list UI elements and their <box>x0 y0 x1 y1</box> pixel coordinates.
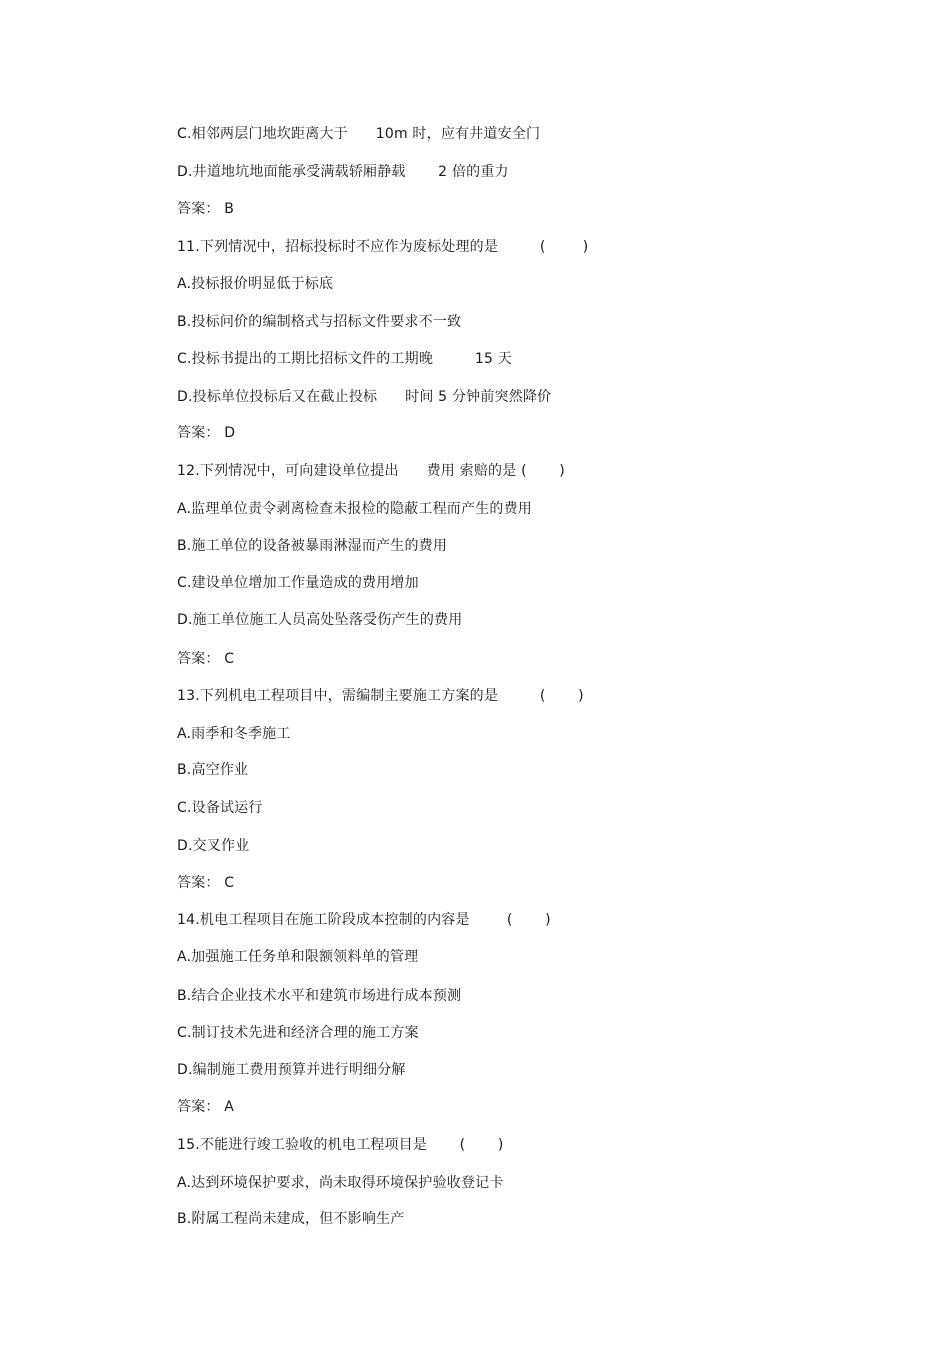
option-d-q12: D.施工单位施工人员高处坠落受伤产生的费用 <box>177 612 463 628</box>
option-b-q13: B.高空作业 <box>177 762 249 778</box>
option-a-q13: A.雨季和冬季施工 <box>177 726 291 742</box>
option-a-q11: A.投标报价明显低于标底 <box>177 276 334 292</box>
option-b-q14: B.结合企业技术水平和建筑市场进行成本预测 <box>177 988 462 1004</box>
answer-q10: 答案： B <box>177 201 235 217</box>
question-11: 11.下列情况中，招标投标时不应作为废标处理的是 ( ) <box>177 239 589 255</box>
answer-q12: 答案： C <box>177 651 235 667</box>
answer-q11: 答案： D <box>177 425 236 441</box>
question-12: 12.下列情况中，可向建设单位提出 费用 索赔的是 ( ) <box>177 463 565 479</box>
answer-q13: 答案： C <box>177 875 235 891</box>
option-b-q12: B.施工单位的设备被暴雨淋湿而产生的费用 <box>177 538 448 554</box>
option-d-q10: D.井道地坑地面能承受满载轿厢静载 2 倍的重力 <box>177 164 509 180</box>
option-c-q11: C.投标书提出的工期比招标文件的工期晚 15 天 <box>177 351 512 367</box>
question-13: 13.下列机电工程项目中，需编制主要施工方案的是 ( ) <box>177 688 584 704</box>
option-d-q11: D.投标单位投标后又在截止投标 时间 5 分钟前突然降价 <box>177 389 552 405</box>
option-c-q13: C.设备试运行 <box>177 800 263 816</box>
option-a-q15: A.达到环境保护要求，尚未取得环境保护验收登记卡 <box>177 1175 504 1191</box>
question-14: 14.机电工程项目在施工阶段成本控制的内容是 ( ) <box>177 912 551 928</box>
answer-q14: 答案： A <box>177 1099 235 1115</box>
option-b-q15: B.附属工程尚未建成，但不影响生产 <box>177 1211 405 1227</box>
option-a-q14: A.加强施工任务单和限额领料单的管理 <box>177 949 419 965</box>
option-d-q14: D.编制施工费用预算并进行明细分解 <box>177 1062 406 1078</box>
option-d-q13: D.交叉作业 <box>177 838 250 854</box>
option-c-q14: C.制订技术先进和经济合理的施工方案 <box>177 1025 419 1041</box>
question-15: 15.不能进行竣工验收的机电工程项目是 ( ) <box>177 1137 504 1153</box>
option-a-q12: A.监理单位责令剥离检查未报检的隐蔽工程而产生的费用 <box>177 501 532 517</box>
option-b-q11: B.投标问价的编制格式与招标文件要求不一致 <box>177 314 462 330</box>
option-c-q12: C.建设单位增加工作量造成的费用增加 <box>177 575 419 591</box>
option-c-q10: C.相邻两层门地坎距离大于 10m 时，应有井道安全门 <box>177 126 541 142</box>
